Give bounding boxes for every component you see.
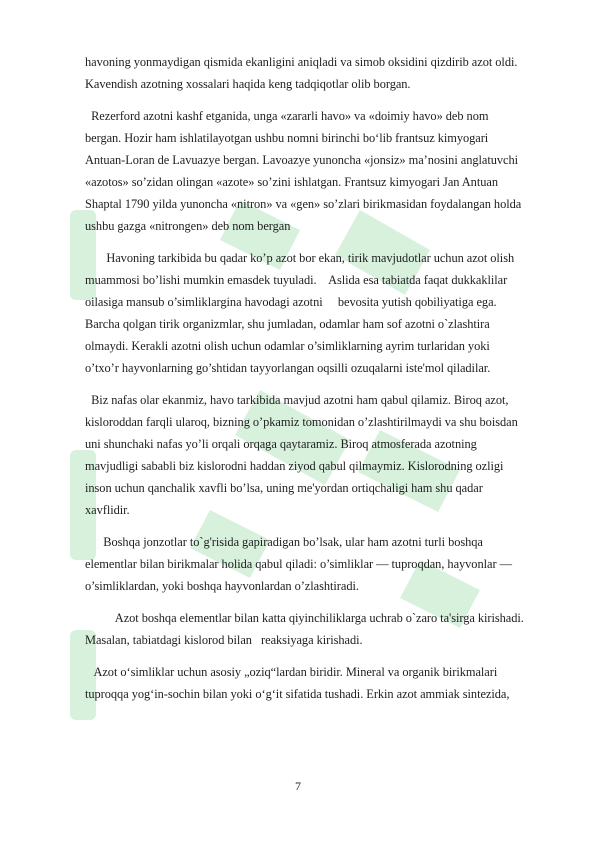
paragraph	[85, 607, 590, 651]
paragraph	[85, 531, 590, 597]
paragraph-gap	[85, 651, 590, 661]
paragraph-gap	[85, 521, 590, 531]
text-line: Azot boshqa elementlar bilan katta qiyinchiliklarga uchrab o`zaro ta'sirga kirishadi.	[85, 611, 524, 625]
text-line: Biz nafas olar ekanmiz, havo tarkibida mavjud azotni ham qabul qilamiz. Biroq azot,	[85, 393, 509, 407]
paragraph	[85, 661, 590, 705]
text-line: Shaptal 1790 yilda yunoncha «nitron» va «gen» so’zlari birikmasidan foydalangan holda	[85, 197, 522, 211]
text-line: olmaydi. Kerakli azotni olish uchun odamlar o’simliklarning ayrim turlaridan yoki	[85, 339, 490, 353]
text-line: ushbu gazga «nitrongen» deb nom bergan	[85, 219, 291, 233]
text-line: tuproqqa yog‘in-sochin bilan yoki o‘g‘it sifatida tushadi. Erkin azot ammiak sintezida,	[85, 687, 510, 701]
body-text	[85, 51, 590, 705]
text-line: Antuan-Loran de Lavuazye bergan. Lavoazye yunoncha «jonsiz» ma’nosini anglatuvchi	[85, 153, 519, 167]
text-line: inson uchun qanchalik xavfli bo’lsa, uning me'yordan ortiqchaligi ham shu qadar	[85, 481, 483, 495]
text-line: o’simliklardan, yoki boshqa hayvonlardan o’zlashtiradi.	[85, 579, 359, 593]
text-line: havoning yonmaydigan qismida ekanligini aniqladi va simob oksidini qizdirib azot oldi.	[85, 55, 518, 69]
text-line: Boshqa jonzotlar to`g'risida gapiradigan bo’lsak, ular ham azotni turli boshqa	[85, 535, 483, 549]
text-line: uni shunchaki nafas yo’li orqali orqaga qaytaramiz. Biroq atmosferada azotning	[85, 437, 477, 451]
text-line: Rezerford azotni kashf etganida, unga «zararli havo» va «doimiy havo» deb nom	[85, 109, 489, 123]
text-line: Kavendish azotning xossalari haqida keng tadqiqotlar olib borgan.	[85, 77, 411, 91]
paragraph-gap	[85, 237, 590, 247]
paragraph-gap	[85, 379, 590, 389]
paragraph-gap	[85, 597, 590, 607]
text-line: Azot o‘simliklar uchun asosiy „oziq“lardan biridir. Mineral va organik birikmalari	[85, 665, 498, 679]
paragraph	[85, 247, 590, 379]
text-line: mavjudligi sababli biz kislorodni haddan ziyod qabul qilmaymiz. Kislorodning ozligi	[85, 459, 504, 473]
text-line: elementlar bilan birikmalar holida qabul qiladi: o’simliklar — tuproqdan, hayvonlar —	[85, 557, 512, 571]
paragraph	[85, 105, 590, 237]
text-line: Barcha qolgan tirik organizmlar, shu jumladan, odamlar ham sof azotni o`zlashtira	[85, 317, 490, 331]
paragraph	[85, 389, 590, 521]
text-line: Masalan, tabiatdagi kislorod bilan reaksiyaga kirishadi.	[85, 633, 363, 647]
text-line: kisloroddan farqli ularoq, bizning o’pkamiz tomonidan o’zlashtirilmaydi va shu boisdan	[85, 415, 518, 429]
paragraph	[85, 51, 590, 95]
text-line: «azotos» so’zidan olingan «azote» so’zini ishlatgan. Frantsuz kimyogari Jan Antuan	[85, 175, 498, 189]
page-number: 7	[295, 779, 301, 793]
text-line: xavflidir.	[85, 503, 130, 517]
text-line: muammosi bo’lishi mumkin emasdek tuyuladi. Aslida esa tabiatda faqat dukkaklilar	[85, 273, 508, 287]
text-line: Havoning tarkibida bu qadar ko’p azot bor ekan, tirik mavjudotlar uchun azot olish	[85, 251, 515, 265]
text-line: o’txo’r hayvonlarning go’shtidan tayyorlangan oqsilli ozuqalarni iste'mol qiladilar.	[85, 361, 491, 375]
paragraph-gap	[85, 95, 590, 105]
text-line: bergan. Hozir ham ishlatilayotgan ushbu nomni birinchi bo‘lib frantsuz kimyogari	[85, 131, 489, 145]
text-line: oilasiga mansub o’simliklargina havodagi azotni bevosita yutish qobiliyatiga ega.	[85, 295, 497, 309]
